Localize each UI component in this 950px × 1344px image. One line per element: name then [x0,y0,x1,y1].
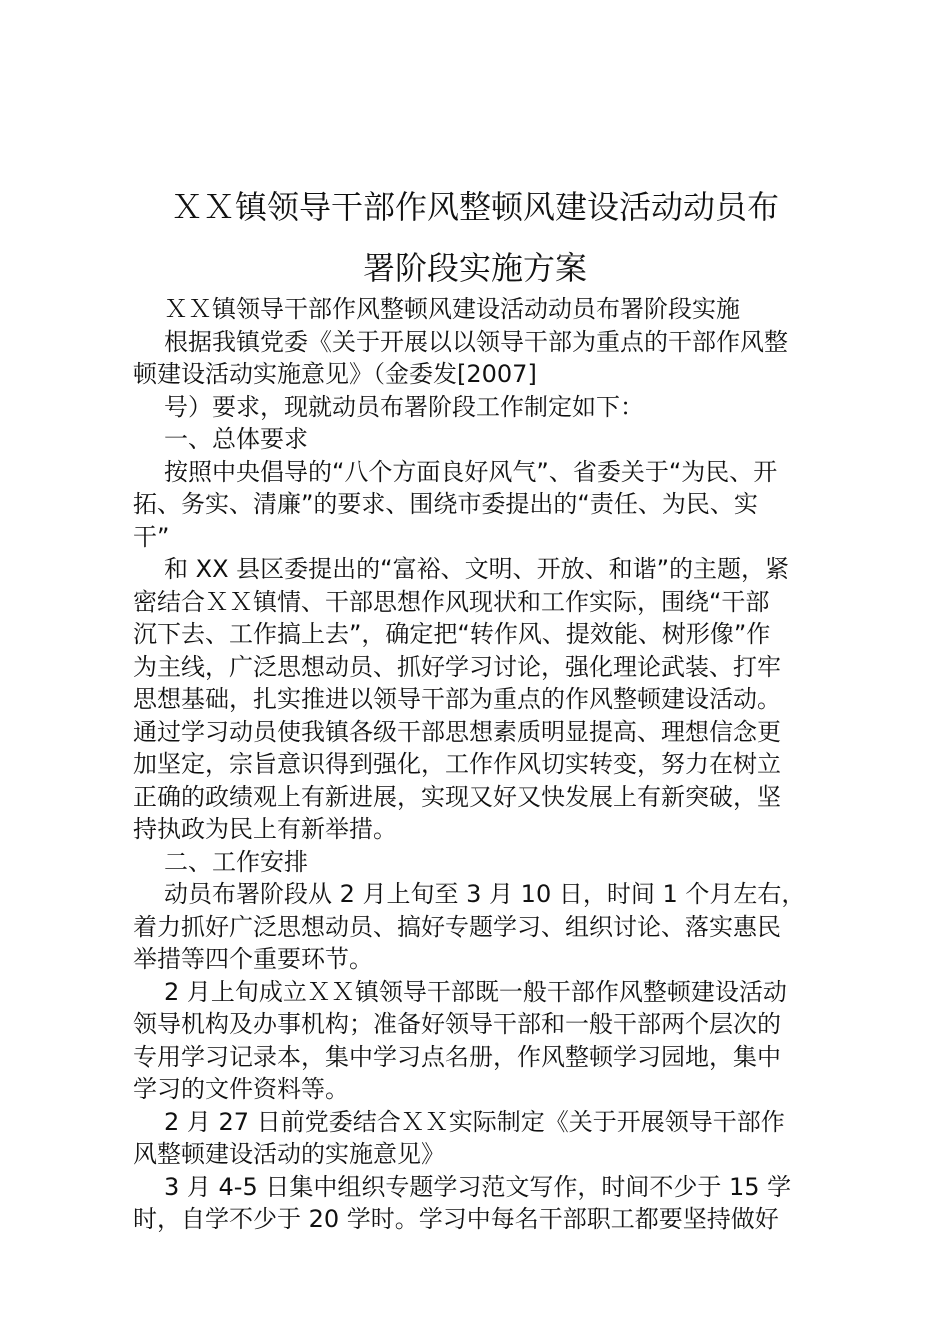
body-line: 拓、务实、清廉”的要求、围绕市委提出的“责任、为民、实 [133,490,758,518]
body-line: 通过学习动员使我镇各级干部思想素质明显提高、理想信念更 [133,717,781,746]
body-line: 密结合ＸＸ镇情、干部思想作风现状和工作实际，围绕“干部 [133,587,770,616]
document-title-line-1: ＸＸ镇领导干部作风整顿风建设活动动员布 [170,188,779,226]
body-line: 正确的政绩观上有新进展，实现又好又快发展上有新突破，坚 [133,782,781,811]
body-line: 2 月 27 日前党委结合ＸＸ实际制定《关于开展领导干部作 [164,1107,785,1136]
document-body [133,293,833,1236]
body-line: 2 月上旬成立ＸＸ镇领导干部既一般干部作风整顿建设活动 [164,977,787,1006]
body-line: 时，自学不少于 20 学时。学习中每名干部职工都要坚持做好 [133,1205,779,1233]
body-line: 沉下去、工作搞上去”，确定把“转作风、提效能、树形像”作 [133,620,771,648]
body-line: 加坚定，宗旨意识得到强化，工作作风切实转变，努力在树立 [133,750,781,778]
body-line: 领导机构及办事机构；准备好领导干部和一般干部两个层次的 [133,1010,781,1038]
body-line: 为主线，广泛思想动员、抓好学习讨论，强化理论武装、打牢 [133,652,781,681]
body-line: 二、工作安排 [164,847,308,876]
body-line: 按照中央倡导的“八个方面良好风气”、省委关于“为民、开 [164,457,778,486]
body-line: 着力抓好广泛思想动员、搞好专题学习、组织讨论、落实惠民 [133,912,781,941]
body-line: 干” [133,522,170,551]
body-line: 一、总体要求 [164,425,308,453]
body-line: ＸＸ镇领导干部作风整顿风建设活动动员布署阶段实施 [164,295,740,323]
body-line: 动员布署阶段从 2 月上旬至 3 月 10 日，时间 1 个月左右， [164,880,806,908]
body-line: 举措等四个重要环节。 [133,945,373,973]
body-line: 专用学习记录本，集中学习点名册，作风整顿学习园地，集中 [133,1042,781,1071]
body-line: 顿建设活动实施意见》（金委发[2007] [133,360,537,388]
document-title-line-2: 署阶段实施方案 [362,249,587,287]
body-line: 和 XX 县区委提出的“富裕、文明、开放、和谐”的主题，紧 [164,555,790,583]
body-line: 号）要求，现就动员布署阶段工作制定如下： [164,392,644,421]
body-line: 根据我镇党委《关于开展以以领导干部为重点的干部作风整 [164,327,788,356]
body-line: 思想基础，扎实推进以领导干部为重点的作风整顿建设活动。 [133,685,781,713]
body-line: 风整顿建设活动的实施意见》 [133,1140,445,1168]
body-line: 持执政为民上有新举措。 [133,815,397,843]
body-line: 学习的文件资料等。 [133,1075,349,1103]
body-line: 3 月 4-5 日集中组织专题学习范文写作，时间不少于 15 学 [164,1172,792,1201]
